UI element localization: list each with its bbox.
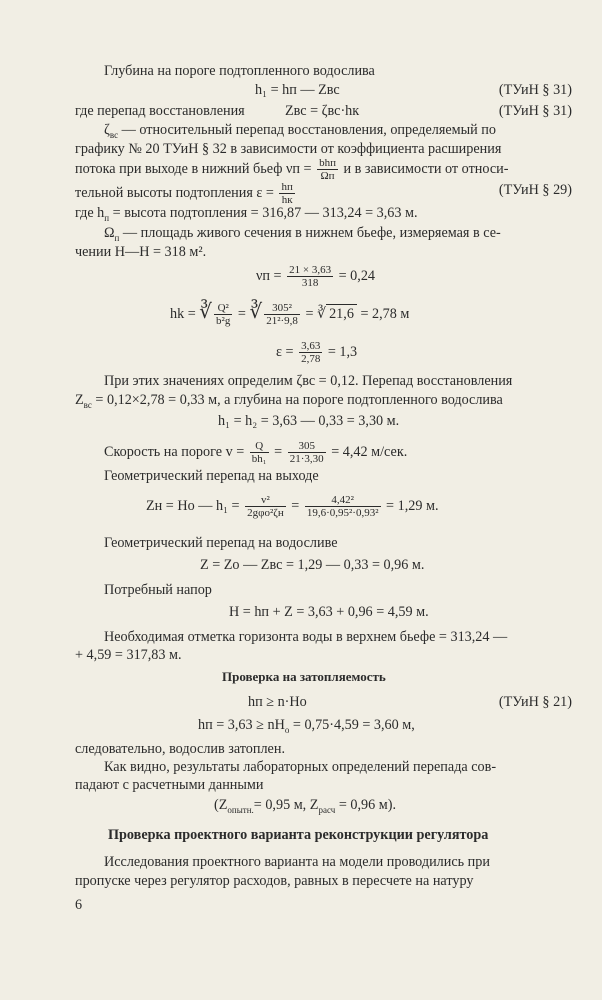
radicand: 21,6 (326, 304, 357, 323)
value: = 3,63 + 0,96 = 4,59 м. (296, 604, 429, 620)
text-line (75, 157, 508, 182)
text-line (75, 181, 297, 206)
reference: (ТУиН § 21) (498, 694, 572, 710)
lhs: H = hп + Z (229, 604, 293, 620)
numerator: Q² (214, 302, 232, 315)
reference: (ТУиН § 31) (498, 103, 572, 119)
text-line: Исследования проектного варианта на модели проводились при (104, 854, 490, 870)
fraction (214, 302, 232, 327)
formula-check: hп ≥ n·Hо (248, 694, 307, 710)
denominator: 2,78 (301, 353, 321, 365)
numerator: 4,42² (305, 494, 381, 507)
omega-symbol: Ω (104, 225, 115, 241)
zeta-vs: ζвс (296, 373, 316, 389)
text-line: графику № 20 ТУиН § 32 в зависимости от коэффициента расширения (75, 141, 502, 157)
value: = 1,3 (327, 343, 358, 360)
formula-h1-h2: h₁ = h₂ = 3,63 — 0,33 = 3,30 м. (218, 413, 400, 429)
subscript: опытн. (227, 804, 254, 815)
subscript: расч (318, 804, 336, 815)
text-fragment: — относительный перепад восстановления, определяемый по (118, 122, 496, 138)
denominator: Ωп (320, 170, 335, 182)
zeta-symbol: ζ (104, 122, 110, 138)
text-line: чении Н—Н = 318 м². (75, 244, 207, 260)
numerator: 305² (264, 302, 300, 315)
subsection-title: Проверка на затопляемость (222, 669, 386, 684)
formula-lab (214, 796, 396, 819)
lhs: νп = (256, 267, 282, 284)
formula-check2 (198, 716, 415, 739)
text-fragment: = 0,95 м, Z (253, 797, 319, 813)
page-number: 6 (75, 897, 83, 913)
text-line: Необходимая отметка горизонта воды в верхнем бьефе = 313,24 — (104, 629, 508, 645)
numerator: 305 (288, 440, 326, 453)
denominator: 2gφо²ζн (247, 507, 284, 519)
text-line: Как видно, результаты лабораторных определений перепада сов- (104, 759, 497, 775)
subscript: о (284, 724, 290, 735)
formula-vn: νп = (285, 160, 312, 177)
text-fragment: Скорость на пороге (104, 443, 223, 460)
numerator: 21 × 3,63 (289, 264, 332, 276)
value: = 4,42 м/сек. (331, 443, 408, 460)
text-fragment: где h (75, 205, 105, 221)
fraction (317, 157, 338, 182)
formula-h1: h₁ = hп — Zвс (255, 82, 340, 98)
numerator: 3,63 (301, 340, 321, 352)
lhs: ε = (276, 343, 294, 360)
value: = 0,24 (338, 267, 376, 284)
text-line: где $h_п$ = высота подтопления = 316,87 — 313,24 = 3,63 м. (75, 205, 418, 223)
text-line: Геометрический перепад на выходе (104, 468, 319, 484)
text-line: Геометрический перепад на водосливе (104, 535, 338, 551)
subscript: вс (109, 129, 119, 140)
formula-eps: ε = (256, 184, 274, 201)
value: = 1,29 — 0,33 = 0,96 м. (285, 557, 425, 573)
formula-nu (256, 264, 375, 289)
text-line: Потребный напор (104, 582, 212, 598)
text-line: $Z_{вс} = 0,12\times 2,78 = 0,33$ м, а глубина на пороге подтопленного водослива (75, 392, 503, 410)
reference: (ТУиН § 31) (498, 82, 572, 98)
numerator: Q (250, 440, 269, 453)
formula-hk: hk = ∛ $\frac{\text{Q²}}{\text{b²g}}$ = ∛ $\frac{\text{305²}}{\text{21²·9,8}}$ = ∛ 21,6 = 2,78 м (170, 300, 410, 327)
text-line: + 4,59 = 317,83 м. (75, 647, 182, 663)
text-line: падают с расчетными данными (75, 777, 264, 793)
numerator: hп (281, 181, 293, 193)
lhs: Zн = Hо — h₁ = (146, 497, 240, 514)
numerator: v² (245, 494, 286, 507)
denominator: 21·3,30 (289, 453, 324, 465)
text-line: Скорость на пороге v = $\frac{Q}{\text{bh₁}}$ = $\frac{305}{21\cdot 3,30}$ = 4,42 м/сек. (104, 440, 408, 465)
text-fragment: = высота подтопления = 316,87 — 313,24 = 3,63 м. (109, 205, 418, 221)
text-line (104, 372, 512, 390)
value: = 1,29 м. (386, 497, 439, 514)
text-fragment: = 3,63 ≥ nH (216, 717, 285, 733)
text-fragment: При этих значениях определим (104, 373, 293, 389)
text-line: Глубина на пороге подтопленного водослива (104, 63, 375, 79)
text-fragment: = 0,12×2,78 = 0,33 м, а глубина на пороге подтопленного водослива (91, 392, 503, 408)
reference: (ТУиН § 29) (498, 182, 572, 198)
text-fragment: = 0,12. Перепад восстановления (318, 373, 513, 389)
lhs: v = (225, 443, 245, 460)
text-line: $\Omega_п$ — площадь живого сечения в нижнем бьефе, измеряемая в се- (104, 225, 501, 243)
numerator: bhп (319, 157, 336, 169)
fraction (305, 494, 381, 519)
denominator: 318 (301, 277, 319, 289)
denominator: hк (281, 194, 293, 206)
text-line: следовательно, водослив затоплен. (75, 741, 285, 757)
text-fragment: — площадь живого сечения в нижнем бьефе, измеряемая в се- (119, 225, 501, 241)
fraction (279, 181, 294, 206)
formula-eps2 (276, 340, 357, 365)
fraction (250, 440, 269, 465)
formula-zn: Zн = Hо — h₁ = $\frac{\text{v²}}{\text{2gφо²ζн}}$ = $\frac{\text{4,42²}}{\text{19,6·0,95²·0,93²}}$ = 1,29 м. (146, 494, 439, 519)
lhs: hk = (170, 305, 196, 322)
formula-h (229, 603, 429, 621)
fraction (288, 440, 326, 465)
fraction (287, 264, 333, 289)
denominator: 21²·9,8 (266, 315, 298, 327)
lhs: Z = Zо — Zвс (200, 557, 283, 573)
denominator: b²g (216, 315, 231, 327)
formula-zvs: Zвс = ζвс·hк (285, 103, 360, 119)
text-fragment: (Z (214, 797, 228, 813)
text-fragment: тельной высоты подтопления (75, 184, 253, 201)
fraction (245, 494, 286, 519)
text-fragment: и в зависимости от относи- (343, 160, 509, 177)
denominator: 19,6·0,95²·0,93² (306, 507, 379, 519)
denominator: bh₁ (251, 453, 267, 465)
text-fragment: потока при выходе в нижний бьеф (75, 160, 283, 177)
text-fragment: = 0,75·4,59 = 3,60 м, (289, 717, 415, 733)
lhs: hп (198, 717, 213, 733)
formula-z (200, 556, 424, 574)
text-line: где перепад восстановления (75, 103, 245, 119)
text-fragment: Z (75, 392, 84, 408)
fraction (264, 302, 300, 327)
section-title: Проверка проектного варианта реконструкции регулятора (108, 827, 489, 843)
value: = 2,78 м (360, 305, 410, 322)
text-fragment: = 0,96 м). (335, 797, 397, 813)
text-line: пропуске через регулятор расходов, равных в пересчете на натуру (75, 873, 474, 889)
fraction (299, 340, 322, 365)
